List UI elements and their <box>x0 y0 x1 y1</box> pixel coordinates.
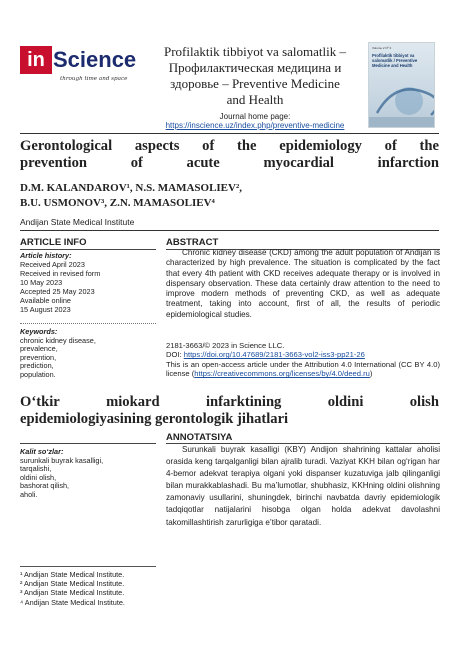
journal-title-line: Profilaktik tibbiyot va salomatlik – <box>164 44 346 59</box>
journal-title <box>146 44 364 108</box>
journal-title-line: здоровье – Preventive Medicine <box>170 76 340 91</box>
license-line <box>166 360 440 379</box>
annotation-paragraph: Surunkali buyrak kasalligi (KBY) Andijon shahrining kattalar aholisi orasida keng tarqalganligi bilan ajralib turadi. Vaziyat KKH bilan og‘rigan har 4-bemor adekvat terapiya olgani yoki dispanser kuzatuviga jalb qilinganligi bilan murakkablashadi. Bu ma’lumotlar, shubhasiz, KKHning oldini olishning zamonaviy usullarini, shuningdek, birinchi navbatda davriy epidemiologik tadqiqotlar natijalarini hisobga olgan holda adekvat davolashni takomillashtirish zarurligiga e’tibor qaratadi. <box>166 445 440 527</box>
annotation-body <box>166 444 440 529</box>
logo-in-badge: in <box>20 46 52 74</box>
license-close: ) <box>369 369 373 379</box>
uz-keywords-rule <box>20 443 156 444</box>
homepage-link[interactable]: https://inscience.uz/index.php/preventive-medicine <box>165 121 345 130</box>
uz-keyword: oldini olish, <box>20 472 57 482</box>
history-item: 10 May 2023 <box>20 278 63 287</box>
footnote: ² Andijan State Medical Institute. <box>20 579 125 589</box>
footnote: ³ Andijan State Medical Institute. <box>20 588 125 598</box>
paper-title-line: Gerontological aspects of the epidemiology of the <box>20 138 439 154</box>
authors-divider <box>20 230 439 231</box>
footnote: ⁴ Andijan State Medical Institute. <box>20 597 125 607</box>
keywords-rule <box>20 323 156 324</box>
history-item: Available online <box>20 296 71 305</box>
logo-tagline: through time and space <box>60 76 128 82</box>
license-link[interactable]: https://creativecommons.org/licenses/by/4.0/deed.ru <box>194 369 370 379</box>
paper-title-line: prevention of acute myocardial infarction <box>20 155 439 171</box>
history-item: Accepted 25 May 2023 <box>20 287 95 296</box>
uz-title-word: infarktining <box>205 394 282 410</box>
article-info-rule <box>20 249 156 250</box>
abstract-paragraph: Chronic kidney disease (CKD) among the adult population of Andijan is characterized by high prevalence. The situation is complicated by the fact that every 4th patient with CKD receives adequate therapy or is involved in dispensary observation. These data certainly draw attention to the need to improve modern methods of preventing CKD, as well as adequate treatment, taking into account, first of all, the results of periodic epidemiological studies. <box>166 248 440 319</box>
doi-line <box>166 350 440 359</box>
footnote-rule <box>20 566 156 567</box>
annotation-heading: ANNOTATSIYA <box>166 432 233 443</box>
history-item: Received April 2023 <box>20 260 85 269</box>
uz-title-word: oldini <box>327 394 364 410</box>
cover-title: Profilaktik tibbiyot va salomatlik / Preventive Medicine and Health <box>372 53 418 68</box>
cover-volume: Volume 2 Nº 3 <box>372 46 392 50</box>
abstract-heading: ABSTRACT <box>166 237 219 248</box>
journal-title-line: Профилактическая медицина и <box>168 60 342 75</box>
footnote: ¹ Andijan State Medical Institute. <box>20 570 125 579</box>
uz-title <box>20 394 439 428</box>
uz-keyword: tarqalishi, <box>20 464 52 474</box>
uz-keywords-block <box>20 448 154 500</box>
uz-title-word: O‘tkir <box>20 394 60 410</box>
keyword: prediction, <box>20 361 54 370</box>
header-divider <box>20 133 439 134</box>
uz-title-word: miokard <box>106 394 160 410</box>
keyword: population. <box>20 369 56 379</box>
uz-title-word: olish <box>409 394 439 410</box>
license-text: This is an open-access article under the Attribution 4.0 International (CC BY 4.0) license ( <box>166 359 440 379</box>
footnotes <box>20 570 220 607</box>
doi-label: DOI: <box>166 350 184 360</box>
history-item: 15 August 2023 <box>20 305 71 314</box>
paper-title <box>20 138 439 172</box>
uz-title-line <box>20 394 439 411</box>
uz-keyword: surunkali buyrak kasalligi, <box>20 455 104 465</box>
journal-cover-image <box>368 42 435 128</box>
keywords-label: Keywords: <box>20 327 58 336</box>
uz-keyword: aholi. <box>20 489 38 499</box>
uz-keyword: bashorat qilish, <box>20 481 70 491</box>
keyword: chronic kidney disease, <box>20 335 96 345</box>
history-label: Article history: <box>20 251 72 260</box>
history-item: Received in revised form <box>20 269 101 278</box>
authors-line: D.M. KALANDAROV¹, N.S. MAMASOLIEV², <box>20 182 243 194</box>
uz-title-line: epidemiologiyasining gerontologik jihatlari <box>20 411 289 427</box>
authors-line: B.U. USMONOV³, Z.N. MAMASOLIEV⁴ <box>20 197 215 209</box>
abstract-meta <box>166 341 440 379</box>
affiliation: Andijan State Medical Institute <box>20 217 135 227</box>
keywords-block <box>20 328 154 379</box>
doi-link[interactable]: https://doi.org/10.47689/2181-3663-vol2-iss3-pp21-26 <box>183 350 365 360</box>
article-history <box>20 251 154 314</box>
journal-title-line: and Health <box>226 92 284 107</box>
keyword: prevalence, <box>20 344 58 353</box>
uz-keywords-label: Kalit so‘zlar: <box>20 447 64 456</box>
article-info-heading: ARTICLE INFO <box>20 237 87 248</box>
homepage-label: Journal home page: <box>219 112 291 121</box>
cover-art <box>369 43 434 127</box>
logo-wordmark: Science <box>53 47 137 72</box>
abstract-body <box>166 248 440 320</box>
issn-line: 2181-3663/© 2023 in Science LLC. <box>166 341 285 350</box>
keyword: prevention, <box>20 352 57 362</box>
inscience-logo <box>20 46 137 96</box>
